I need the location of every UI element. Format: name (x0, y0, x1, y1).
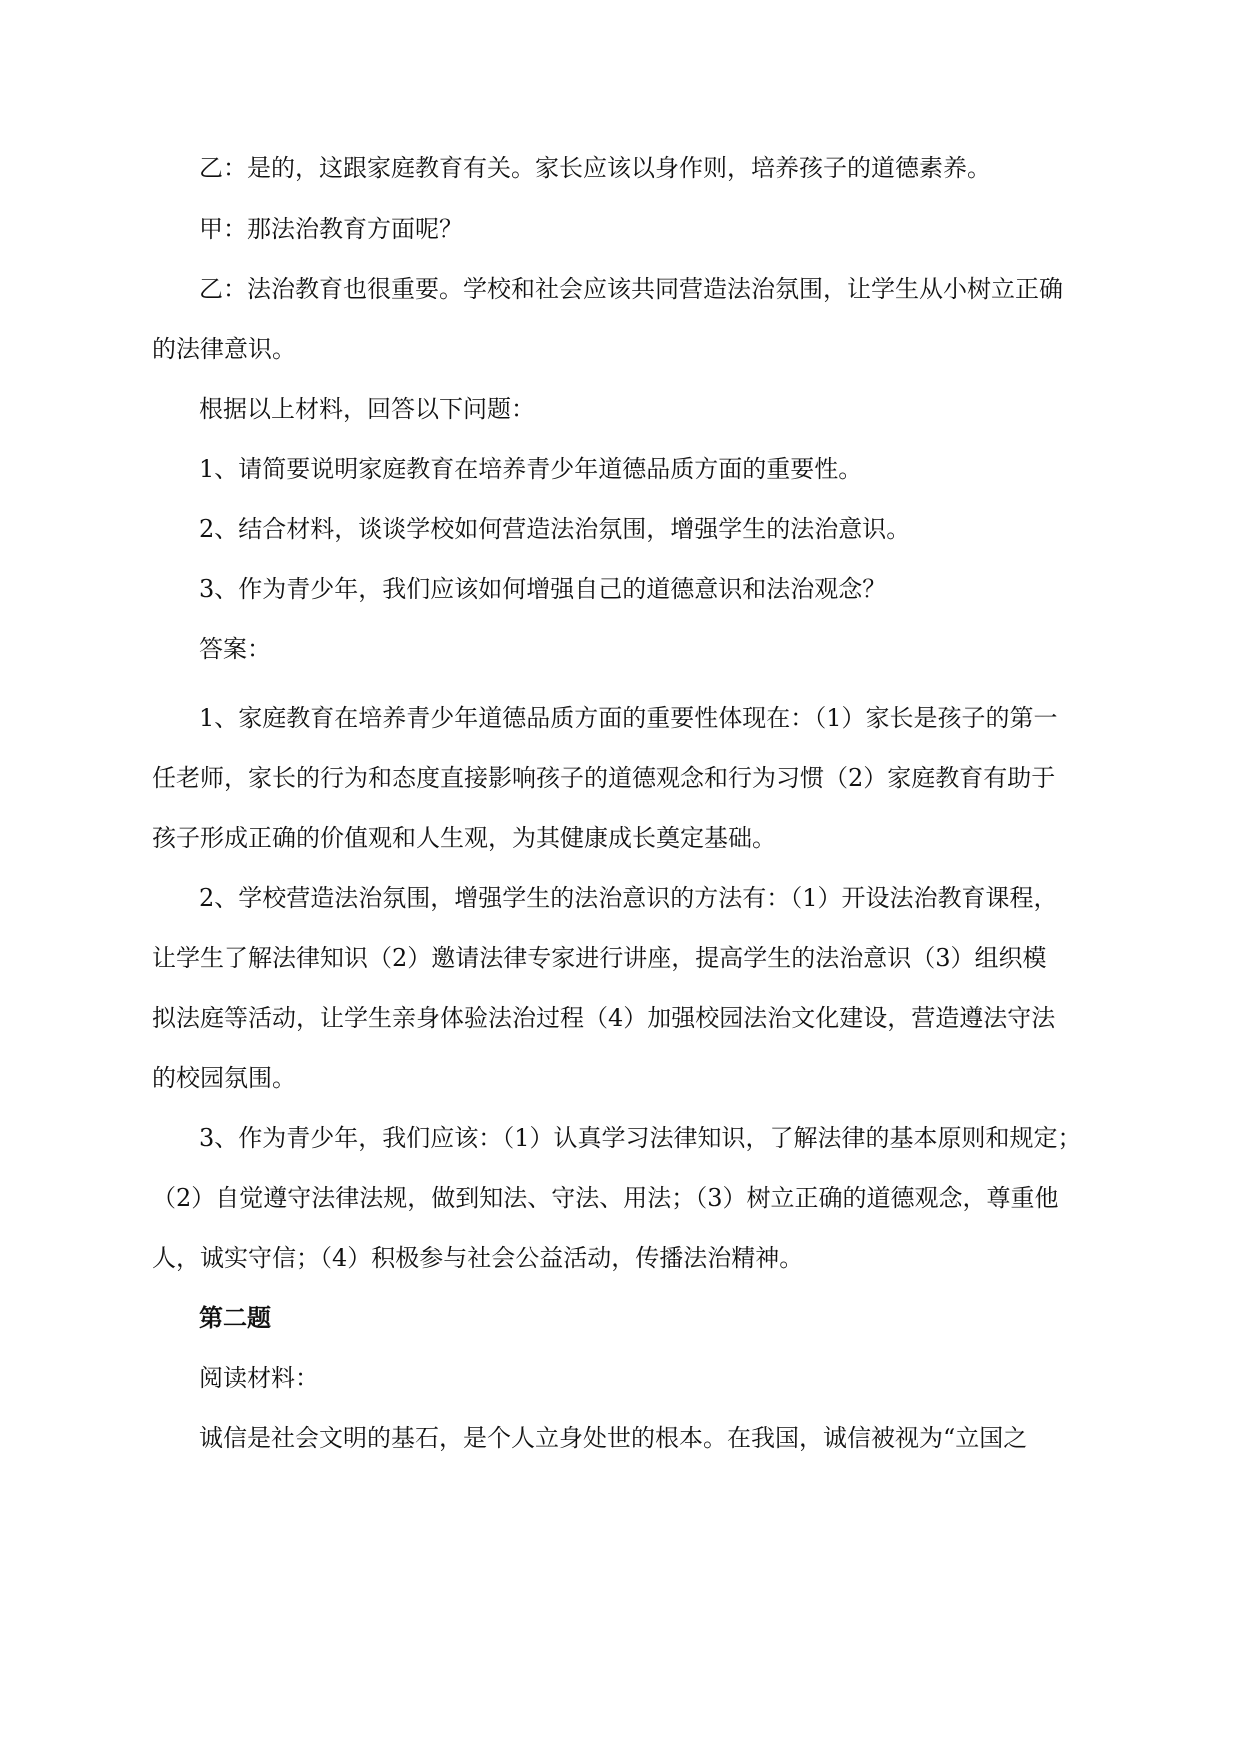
dialogue-line-yi-1: 乙：是的，这跟家庭教育有关。家长应该以身作则，培养孩子的道德素养。 (199, 154, 991, 182)
question-3: 3、作为青少年，我们应该如何增强自己的道德意识和法治观念？ (199, 575, 887, 603)
answer-2-line-2: 让学生了解法律知识（2）邀请法律专家进行讲座，提高学生的法治意识（3）组织模 (152, 944, 1047, 972)
answer-1-line-2: 任老师，家长的行为和态度直接影响孩子的道德观念和行为习惯（2）家庭教育有助于 (152, 764, 1056, 792)
answer-1-line-1: 1、家庭教育在培养青少年道德品质方面的重要性体现在：（1）家长是孩子的第一 (199, 704, 1058, 732)
answer-3-line-3: 人，诚实守信；（4）积极参与社会公益活动，传播法治精神。 (152, 1244, 804, 1272)
reading-label: 阅读材料： (199, 1364, 319, 1392)
question-2: 2、结合材料，谈谈学校如何营造法治氛围，增强学生的法治意识。 (199, 515, 911, 543)
answer-3-line-2: （2）自觉遵守法律法规，做到知法、守法、用法；（3）树立正确的道德观念，尊重他 (152, 1184, 1059, 1212)
reading-text-line-1: 诚信是社会文明的基石，是个人立身处世的根本。在我国，诚信被视为“立国之 (199, 1424, 1028, 1452)
answer-2-line-1: 2、学校营造法治氛围，增强学生的法治意识的方法有：（1）开设法治教育课程， (199, 884, 1058, 912)
section-heading-2: 第二题 (199, 1303, 271, 1332)
dialogue-line-yi-2-cont: 的法律意识。 (152, 335, 296, 363)
answer-2-line-3: 拟法庭等活动，让学生亲身体验法治过程（4）加强校园法治文化建设，营造遵法守法 (152, 1004, 1056, 1032)
answer-1-line-3: 孩子形成正确的价值观和人生观，为其健康成长奠定基础。 (152, 824, 776, 852)
answer-3-line-1: 3、作为青少年，我们应该：（1）认真学习法律知识，了解法律的基本原则和规定； (199, 1124, 1082, 1152)
question-intro: 根据以上材料，回答以下问题： (199, 395, 535, 423)
answer-heading: 答案： (199, 635, 271, 663)
question-1: 1、请简要说明家庭教育在培养青少年道德品质方面的重要性。 (199, 455, 863, 483)
dialogue-line-jia: 甲：那法治教育方面呢？ (199, 215, 463, 243)
dialogue-line-yi-2: 乙：法治教育也很重要。学校和社会应该共同营造法治氛围，让学生从小树立正确 (199, 275, 1063, 303)
answer-2-line-4: 的校园氛围。 (152, 1064, 296, 1092)
